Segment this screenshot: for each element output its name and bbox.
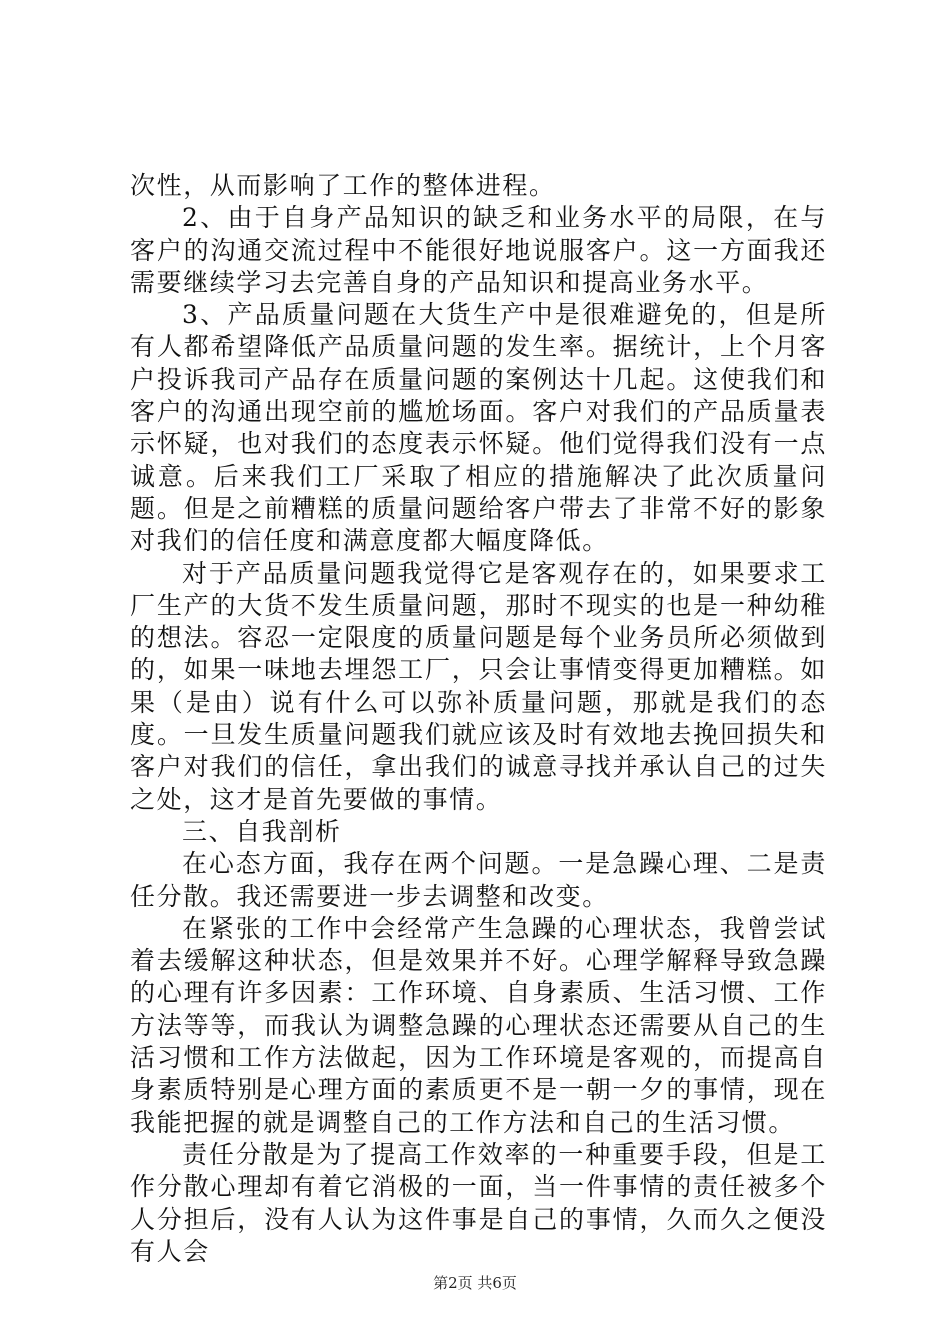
- paragraph-item-2: 2、由于自身产品知识的缺乏和业务水平的局限，在与客户的沟通交流过程中不能很好地说服客户。这一方面我还需要继续学习去完善自身的产品知识和提高业务水平。: [130, 203, 827, 297]
- page-footer: 第2页 共6页: [433, 1274, 517, 1292]
- paragraph-impatience: 在紧张的工作中会经常产生急躁的心理状态，我曾尝试着去缓解这种状态，但是效果并不好。心理学解释导致急躁的心理有许多因素：工作环境、自身素质、生活习惯、工作方法等等，而我认为调整急躁的心理状态还需要从自己的生活习惯和工作方法做起，因为工作环境是客观的，而提高自身素质特别是心理方面的素质更不是一朝一夕的事情，现在我能把握的就是调整自己的工作方法和自己的生活习惯。: [130, 913, 827, 1137]
- paragraph-continuation: 次性，从而影响了工作的整体进程。: [130, 171, 556, 200]
- document-body: [130, 170, 827, 1268]
- paragraph-responsibility: 责任分散是为了提高工作效率的一种重要手段，但是工作分散心理却有着它消极的一面，当一件事情的责任被多个人分担后，没有人认为这件事是自己的事情，久而久之便没有人会: [130, 1139, 827, 1266]
- section-heading-self-analysis: 三、自我剖析: [182, 816, 342, 846]
- paragraph-item-3: 3、产品质量问题在大货生产中是很难避免的，但是所有人都希望降低产品质量问题的发生率。据统计，上个月客户投诉我司产品存在质量问题的案例达十几起。这使我们和客户的沟通出现空前的尴尬场面。客户对我们的产品质量表示怀疑，也对我们的态度表示怀疑。他们觉得我们没有一点诚意。后来我们工厂采取了相应的措施解决了此次质量问题。但是之前糟糕的质量问题给客户带去了非常不好的影象对我们的信任度和满意度都大幅度降低。: [130, 300, 827, 556]
- paragraph-quality-opinion: 对于产品质量问题我觉得它是客观存在的，如果要求工厂生产的大货不发生质量问题，那时不现实的也是一种幼稚的想法。容忍一定限度的质量问题是每个业务员所必须做到的，如果一味地去埋怨工厂，只会让事情变得更加糟糕。如果（是由）说有什么可以弥补质量问题，那就是我们的态度。一旦发生质量问题我们就应该及时有效地去挽回损失和客户对我们的信任，拿出我们的诚意寻找并承认自己的过失之处，这才是首先要做的事情。: [130, 558, 827, 814]
- paragraph-mindset: 在心态方面，我存在两个问题。一是急躁心理、二是责任分散。我还需要进一步去调整和改变。: [130, 849, 827, 911]
